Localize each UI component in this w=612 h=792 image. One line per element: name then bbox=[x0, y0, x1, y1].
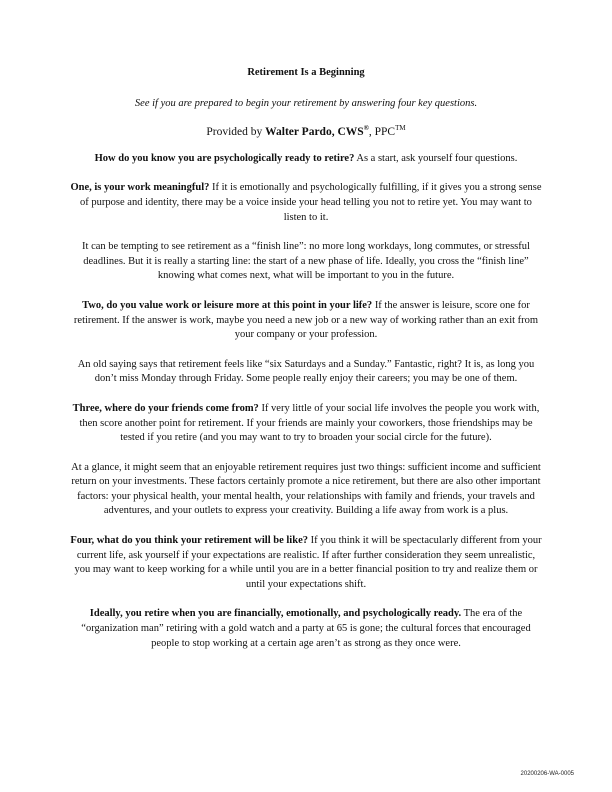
advisor-name bbox=[265, 126, 369, 138]
provided-by-line bbox=[70, 125, 542, 140]
provided-prefix: Provided by bbox=[206, 126, 266, 139]
paragraph-text: If very little of your social life involves the people you work with, then score another point for retirement. If your friends are mainly your coworkers, those friendships may be tested if you retire (and you may want to try to broaden your social circle for the future). bbox=[79, 402, 540, 444]
paragraph-conclusion bbox=[70, 607, 542, 651]
registered-mark: ® bbox=[363, 124, 369, 133]
paragraph-question-two bbox=[70, 299, 542, 343]
paragraph-lead: Two, do you value work or leisure more at this point in your life? bbox=[82, 299, 373, 311]
paragraph-text: It can be tempting to see retirement as a “finish line”: no more long workdays, long commutes, or stressful deadlines. But it is really a starting line: the start of a new phase of life. Ideally, you cross the “finish line” knowing what comes next, what will be important to you in the future. bbox=[82, 241, 530, 282]
paragraph-lead: Three, where do your friends come from? bbox=[72, 402, 259, 414]
paragraph-lead: Four, what do you think your retirement will be like? bbox=[70, 535, 308, 547]
paragraph-question-three bbox=[70, 402, 542, 446]
paragraph-intro bbox=[70, 152, 542, 167]
paragraph-text: If it is emotionally and psychologically fulfilling, if it gives you a strong sense of purpose and identity, there may be a voice inside your head telling you not to retire yet. You may want to listen to it. bbox=[80, 182, 542, 223]
paragraph-finish-line bbox=[70, 240, 542, 284]
paragraph-text: As a start, ask yourself four questions. bbox=[354, 152, 518, 164]
document-code: 20200206-WA-0005 bbox=[520, 771, 574, 777]
paragraph-text: The era of the “organization man” retiring with a gold watch and a party at 65 is gone; the cultural forces that encouraged people to stop working at a certain age aren’t as strong as they once were. bbox=[81, 608, 531, 649]
paragraph-text: An old saying says that retirement feels like “six Saturdays and a Sunday.” Fantastic, right? It is, as long you don’t miss Monday through Friday. Some people really enjoy their careers; you may be one of them. bbox=[77, 358, 535, 385]
trademark-mark: TM bbox=[395, 124, 406, 133]
document-title: Retirement Is a Beginning bbox=[247, 67, 365, 78]
paragraph-text: At a glance, it might seem that an enjoyable retirement requires just two things: sufficient income and sufficient return on your investments. These factors certainly promote a nice retirement, but there are also other important factors: your physical health, your mental health, your relationships with family and friends, your travels and adventures, and your outlets to express your creativity. Building a life away from work is a plus. bbox=[71, 461, 541, 517]
paragraph-question-four bbox=[70, 534, 542, 592]
paragraph-at-a-glance bbox=[70, 461, 542, 519]
paragraph-lead: Ideally, you retire when you are financially, emotionally, and psychologically ready. bbox=[89, 608, 462, 620]
paragraph-text: If you think it will be spectacularly different from your current life, ask yourself if your expectations are realistic. If after further consideration they seem unrealistic, you may want to keep working for a while until you are in a better financial position to try and realize them or until your expectations shift. bbox=[74, 535, 542, 590]
paragraph-question-one bbox=[70, 181, 542, 225]
advisor-name-text: Walter Pardo, CWS bbox=[265, 126, 364, 139]
document-subtitle: See if you are prepared to begin your retirement by answering four key questions. bbox=[134, 97, 478, 109]
paragraph-old-saying bbox=[70, 358, 542, 387]
paragraph-lead: How do you know you are psychologically ready to retire? bbox=[94, 152, 355, 164]
paragraph-text: If the answer is leisure, score one for retirement. If the answer is work, maybe you need a new job or a new way of working rather than an exit from your company or your profession. bbox=[73, 299, 539, 341]
paragraph-lead: One, is your work meaningful? bbox=[70, 182, 210, 194]
credential-separator: , PPC bbox=[368, 126, 396, 139]
document-page bbox=[70, 66, 542, 666]
